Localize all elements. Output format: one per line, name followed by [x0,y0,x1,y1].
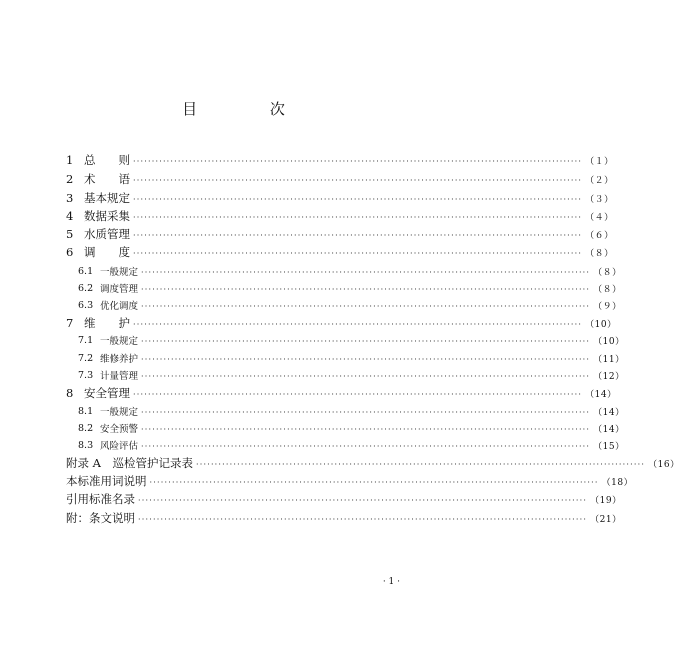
toc-entry-page: （４） [585,212,614,223]
toc-entry-label: 调度管理 [100,284,139,295]
toc-entry-label: 安全管理 [84,386,130,400]
toc-entry-number: 7.2 [78,352,94,364]
toc-entry[interactable] [78,366,625,384]
toc-entry[interactable] [66,454,680,472]
toc-entry[interactable] [66,472,634,490]
toc-entry[interactable] [66,384,617,402]
toc-entry[interactable] [66,243,614,261]
page-number: · 1 · [382,577,400,587]
toc-entry-label: 安全预警 [100,424,139,435]
toc-entry-label: 调 度 [84,245,130,259]
toc-entry[interactable] [66,314,617,332]
toc-entry-page: （３） [585,194,614,205]
toc-entry-label: 基本规定 [84,191,130,205]
toc-entry-page: （14） [593,407,625,418]
dot-leader: ························································································································ [141,267,591,277]
toc-entry-label: 优化调度 [100,301,139,312]
toc-entry[interactable] [78,262,622,280]
dot-leader: ························································································································ [133,156,583,166]
toc-entry-number: 8.1 [78,405,94,417]
toc-entry-label: 总 则 [84,153,130,167]
dot-leader: ························································································································ [133,212,583,222]
toc-entry[interactable] [78,349,625,367]
toc-entry[interactable] [66,151,614,169]
toc-entry-page: （８） [593,284,622,295]
toc-entry-page: （８） [585,248,614,259]
toc-entry-label: 一般规定 [100,336,139,347]
dot-leader: ························································································································ [149,477,599,487]
toc-entry-number: 6.3 [78,299,94,311]
toc-entry-page: （８） [593,267,622,278]
toc-entry[interactable] [66,170,614,188]
toc-entry-page: （12） [593,371,625,382]
dot-leader: ························································································································ [141,371,591,381]
toc-entry[interactable] [78,402,625,420]
dot-leader: ························································································································ [133,319,583,329]
toc-heading: 目 次 [182,100,319,118]
toc-entry-number: 6.1 [78,265,94,277]
toc-entry-page: （15） [593,441,625,452]
toc-entry-page: （19） [590,495,622,506]
toc-entry-page: （１） [585,156,614,167]
toc-entry-label: 维修养护 [100,354,139,365]
toc-entry-page: （16） [648,459,680,470]
toc-entry-label: 一般规定 [100,407,139,418]
toc-entry-number: 3 [66,191,74,205]
toc-entry-page: （11） [593,354,625,365]
toc-entry-page: （14） [585,389,617,400]
toc-entry-number: 6.2 [78,282,94,294]
toc-entry-number: 7.1 [78,334,94,346]
dot-leader: ························································································································ [141,441,591,451]
toc-entry-label: 维 护 [84,316,130,330]
toc-entry-label: 一般规定 [100,267,139,278]
toc-entry-label: 附录 A 巡检管护记录表 [66,456,193,470]
toc-entry-number: 5 [66,227,74,241]
toc-entry-page: （９） [593,301,622,312]
toc-entry-label: 水质管理 [84,227,130,241]
dot-leader: ························································································································ [141,354,591,364]
toc-entry-number: 7.3 [78,369,94,381]
toc-entry-number: 1 [66,153,74,167]
toc-entry[interactable] [66,509,622,527]
toc-entry[interactable] [66,189,614,207]
toc-entry[interactable] [78,419,625,437]
toc-entry-page: （14） [593,424,625,435]
toc-entry-label: 术 语 [84,172,130,186]
toc-entry-label: 本标准用词说明 [66,474,147,488]
toc-entry-number: 4 [66,209,74,223]
toc-entry-label: 数据采集 [84,209,130,223]
toc-entry[interactable] [78,436,625,454]
toc-entry-label: 计量管理 [100,371,139,382]
toc-entry-label: 附：条文说明 [66,511,135,525]
toc-entry-number: 2 [66,172,74,186]
toc-entry-number: 8.3 [78,439,94,451]
toc-entry[interactable] [66,490,622,508]
dot-leader: ························································································································ [133,194,583,204]
dot-leader: ························································································································ [141,284,591,294]
toc-entry-page: （２） [585,175,614,186]
dot-leader: ························································································································ [133,389,583,399]
dot-leader: ························································································································ [133,230,583,240]
dot-leader: ························································································································ [133,248,583,258]
toc-entry-label: 引用标准名录 [66,492,135,506]
toc-entry[interactable] [78,279,622,297]
toc-entry-number: 6 [66,245,74,259]
dot-leader: ························································································································ [195,459,646,469]
dot-leader: ························································································································ [133,175,583,185]
toc-entry-page: （10） [593,336,625,347]
toc-entry-number: 8.2 [78,422,94,434]
toc-entry[interactable] [78,331,625,349]
dot-leader: ························································································································ [141,424,591,434]
dot-leader: ························································································································ [141,336,591,346]
toc-entry[interactable] [66,225,614,243]
dot-leader: ························································································································ [138,495,588,505]
dot-leader: ························································································································ [141,301,591,311]
dot-leader: ························································································································ [141,407,591,417]
toc-entry[interactable] [78,296,622,314]
toc-entry-label: 风险评估 [100,441,139,452]
toc-entry[interactable] [66,207,614,225]
toc-entry-page: （10） [585,319,617,330]
toc-entry-number: 7 [66,316,74,330]
toc-entry-page: （18） [601,477,634,488]
dot-leader: ························································································································ [138,514,588,524]
toc-entry-page: （６） [585,230,614,241]
toc-entry-number: 8 [66,386,74,400]
toc-entry-page: （21） [590,514,622,525]
